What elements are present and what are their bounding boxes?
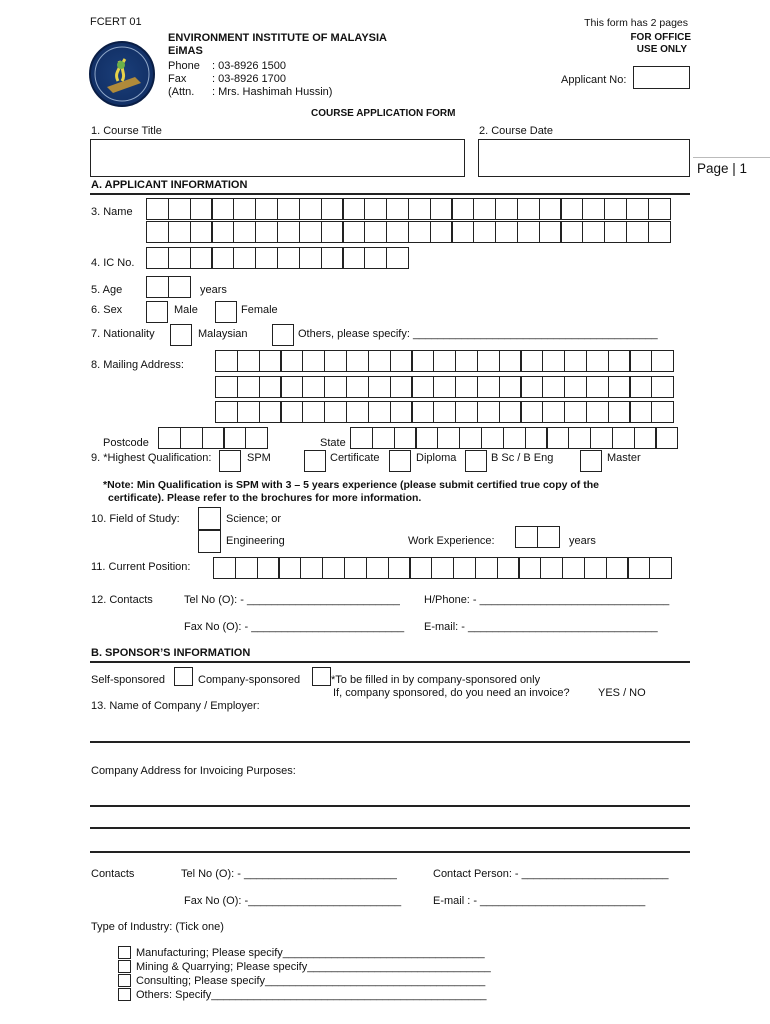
age-label: 5. Age xyxy=(91,284,123,296)
grid-cell[interactable] xyxy=(651,350,674,372)
company-sponsored-label: Company-sponsored xyxy=(198,674,301,686)
applicant-no-box[interactable] xyxy=(633,66,690,89)
mailing-label: 8. Mailing Address: xyxy=(91,359,184,371)
grid-cell[interactable] xyxy=(634,427,657,449)
work-experience-unit: years xyxy=(569,535,596,547)
grid-cell[interactable] xyxy=(215,401,238,423)
master-checkbox[interactable] xyxy=(580,450,602,472)
state-grid[interactable] xyxy=(350,427,677,449)
grid-cell[interactable] xyxy=(259,376,282,398)
qual-certificate: Certificate xyxy=(330,452,380,464)
grid-cell[interactable] xyxy=(499,401,522,423)
grid-cell[interactable] xyxy=(321,198,344,220)
company-tel-field[interactable]: Tel No (O): - _________________________ xyxy=(181,868,397,880)
grid-cell[interactable] xyxy=(408,198,431,220)
grid-cell[interactable] xyxy=(539,198,562,220)
grid-cell[interactable] xyxy=(473,221,496,243)
grid-cell[interactable] xyxy=(604,198,627,220)
industry-mining-checkbox[interactable] xyxy=(118,960,131,973)
grid-cell[interactable] xyxy=(518,557,541,579)
grid-cell[interactable] xyxy=(215,350,238,372)
self-sponsored-checkbox[interactable] xyxy=(174,667,193,686)
certificate-checkbox[interactable] xyxy=(304,450,326,472)
industry-manufacturing-checkbox[interactable] xyxy=(118,946,131,959)
grid-cell[interactable] xyxy=(190,198,213,220)
grid-cell[interactable] xyxy=(324,376,347,398)
applicant-no-label: Applicant No: xyxy=(561,74,627,86)
grid-cell[interactable] xyxy=(299,221,322,243)
grid-cell[interactable] xyxy=(321,221,344,243)
grid-cell[interactable] xyxy=(433,401,456,423)
grid-cell[interactable] xyxy=(255,247,278,269)
address-line-3[interactable] xyxy=(90,851,690,853)
grid-cell[interactable] xyxy=(146,276,169,298)
section-b-heading: B. SPONSOR’S INFORMATION xyxy=(91,647,251,659)
industry-consulting-checkbox[interactable] xyxy=(118,974,131,987)
grid-cell[interactable] xyxy=(386,221,409,243)
grid-cell[interactable] xyxy=(277,247,300,269)
fax-value: : 03-8926 1700 xyxy=(212,73,287,85)
course-title-label: 1. Course Title xyxy=(91,125,162,137)
grid-cell[interactable] xyxy=(146,221,169,243)
attn-value: : Mrs. Hashimah Hussin) xyxy=(212,86,333,98)
grid-cell[interactable] xyxy=(503,427,526,449)
bsc-checkbox[interactable] xyxy=(465,450,487,472)
postcode-grid[interactable] xyxy=(158,427,267,449)
grid-cell[interactable] xyxy=(608,350,631,372)
grid-cell[interactable] xyxy=(629,350,652,372)
note-line2: certificate). Please refer to the brochures for more information. xyxy=(108,492,422,504)
grid-cell[interactable] xyxy=(430,198,453,220)
note-line1: *Note: Min Qualification is SPM with 3 – 5 years experience (please submit certified true copy of the xyxy=(103,479,599,491)
grid-cell[interactable] xyxy=(539,221,562,243)
grid-cell[interactable] xyxy=(560,198,583,220)
page-number: Page | 1 xyxy=(697,161,748,176)
grid-cell[interactable] xyxy=(455,376,478,398)
science-checkbox[interactable] xyxy=(198,507,221,530)
invoice-yes-no[interactable]: YES / NO xyxy=(598,687,646,699)
grid-cell[interactable] xyxy=(388,557,411,579)
diploma-checkbox[interactable] xyxy=(389,450,411,472)
grid-cell[interactable] xyxy=(233,221,256,243)
field-of-study-label: 10. Field of Study: xyxy=(91,513,180,525)
grid-cell[interactable] xyxy=(386,198,409,220)
age-grid[interactable] xyxy=(146,276,190,298)
grid-cell[interactable] xyxy=(364,247,387,269)
industry-label: Type of Industry: (Tick one) xyxy=(91,921,224,933)
qual-spm: SPM xyxy=(247,452,271,464)
qual-diploma: Diploma xyxy=(416,452,457,464)
grid-cell[interactable] xyxy=(146,247,169,269)
work-experience-label: Work Experience: xyxy=(408,535,495,547)
grid-cell[interactable] xyxy=(497,557,520,579)
grid-cell[interactable] xyxy=(568,427,591,449)
course-title-input[interactable] xyxy=(90,139,465,177)
grid-cell[interactable] xyxy=(390,376,413,398)
name-grid-row1[interactable] xyxy=(146,198,670,220)
sponsor-note: *To be filled in by company-sponsored only xyxy=(331,674,541,686)
grid-cell[interactable] xyxy=(233,198,256,220)
tel-field[interactable]: Tel No (O): - _________________________ xyxy=(184,594,400,606)
grid-cell[interactable] xyxy=(499,350,522,372)
grid-cell[interactable] xyxy=(582,221,605,243)
spm-checkbox[interactable] xyxy=(219,450,241,472)
name-label: 3. Name xyxy=(91,206,133,218)
grid-cell[interactable] xyxy=(655,427,678,449)
grid-cell[interactable] xyxy=(564,401,587,423)
grid-cell[interactable] xyxy=(517,221,540,243)
grid-cell[interactable] xyxy=(542,376,565,398)
grid-cell[interactable] xyxy=(235,557,258,579)
current-position-grid[interactable] xyxy=(213,557,671,579)
grid-cell[interactable] xyxy=(495,221,518,243)
male-label: Male xyxy=(174,304,198,316)
grid-cell[interactable] xyxy=(299,247,322,269)
grid-cell[interactable] xyxy=(302,350,325,372)
grid-cell[interactable] xyxy=(364,198,387,220)
grid-cell[interactable] xyxy=(608,401,631,423)
grid-cell[interactable] xyxy=(586,401,609,423)
grid-cell[interactable] xyxy=(322,557,345,579)
industry-consulting: Consulting; Please specify____________________________________ xyxy=(136,975,486,987)
current-position-label: 11. Current Position: xyxy=(91,561,191,573)
form-title: COURSE APPLICATION FORM xyxy=(311,108,456,119)
malaysian-label: Malaysian xyxy=(198,328,248,340)
self-sponsored-label: Self-sponsored xyxy=(91,674,165,686)
grid-cell[interactable] xyxy=(437,427,460,449)
fax-label: Fax xyxy=(168,73,187,85)
ic-grid[interactable] xyxy=(146,247,408,269)
grid-cell[interactable] xyxy=(542,350,565,372)
company-fax-field[interactable]: Fax No (O): -_________________________ xyxy=(184,895,402,907)
sex-label: 6. Sex xyxy=(91,304,123,316)
grid-cell[interactable] xyxy=(515,526,538,548)
grid-cell[interactable] xyxy=(477,350,500,372)
grid-cell[interactable] xyxy=(342,247,365,269)
grid-cell[interactable] xyxy=(459,427,482,449)
grid-cell[interactable] xyxy=(211,198,234,220)
grid-cell[interactable] xyxy=(280,401,303,423)
grid-cell[interactable] xyxy=(211,247,234,269)
grid-cell[interactable] xyxy=(237,401,260,423)
work-experience-grid[interactable] xyxy=(515,526,559,548)
grid-cell[interactable] xyxy=(346,376,369,398)
grid-cell[interactable] xyxy=(280,350,303,372)
female-checkbox[interactable] xyxy=(215,301,237,323)
male-checkbox[interactable] xyxy=(146,301,168,323)
grid-cell[interactable] xyxy=(190,221,213,243)
grid-cell[interactable] xyxy=(582,198,605,220)
logo-emblem-icon xyxy=(91,43,153,105)
grid-cell[interactable] xyxy=(342,198,365,220)
grid-cell[interactable] xyxy=(430,221,453,243)
company-email-field[interactable]: E-mail : - ___________________________ xyxy=(433,895,646,907)
company-sponsored-checkbox[interactable] xyxy=(312,667,331,686)
grid-cell[interactable] xyxy=(346,350,369,372)
company-contacts-label: Contacts xyxy=(91,868,135,880)
grid-cell[interactable] xyxy=(451,221,474,243)
email-field[interactable]: E-mail: - _______________________________ xyxy=(424,621,658,633)
state-label: State xyxy=(320,437,346,449)
qual-master: Master xyxy=(607,452,641,464)
grid-cell[interactable] xyxy=(415,427,438,449)
grid-cell[interactable] xyxy=(431,557,454,579)
malaysian-checkbox[interactable] xyxy=(170,324,192,346)
grid-cell[interactable] xyxy=(215,376,238,398)
grid-cell[interactable] xyxy=(564,350,587,372)
grid-cell[interactable] xyxy=(409,557,432,579)
grid-cell[interactable] xyxy=(473,198,496,220)
grid-cell[interactable] xyxy=(158,427,181,449)
grid-cell[interactable] xyxy=(223,427,246,449)
grid-cell[interactable] xyxy=(560,221,583,243)
grid-cell[interactable] xyxy=(299,198,322,220)
grid-cell[interactable] xyxy=(477,376,500,398)
grid-cell[interactable] xyxy=(648,221,671,243)
address-line-1[interactable] xyxy=(90,805,690,807)
address-grid-row2[interactable] xyxy=(215,376,673,398)
grid-cell[interactable] xyxy=(372,427,395,449)
address-line-2[interactable] xyxy=(90,827,690,829)
grid-cell[interactable] xyxy=(146,198,169,220)
grid-cell[interactable] xyxy=(350,427,373,449)
grid-cell[interactable] xyxy=(324,401,347,423)
grid-cell[interactable] xyxy=(302,401,325,423)
grid-cell[interactable] xyxy=(300,557,323,579)
grid-cell[interactable] xyxy=(481,427,504,449)
grid-cell[interactable] xyxy=(280,376,303,398)
grid-cell[interactable] xyxy=(237,376,260,398)
grid-cell[interactable] xyxy=(499,376,522,398)
grid-cell[interactable] xyxy=(259,350,282,372)
grid-cell[interactable] xyxy=(455,350,478,372)
industry-others-checkbox[interactable] xyxy=(118,988,131,1001)
engineering-label: Engineering xyxy=(226,535,285,547)
contact-person-field[interactable]: Contact Person: - ________________________ xyxy=(433,868,669,880)
form-code: FCERT 01 xyxy=(90,16,142,28)
grid-cell[interactable] xyxy=(180,427,203,449)
grid-cell[interactable] xyxy=(542,401,565,423)
grid-cell[interactable] xyxy=(451,198,474,220)
grid-cell[interactable] xyxy=(411,350,434,372)
ic-label: 4. IC No. xyxy=(91,257,135,269)
grid-cell[interactable] xyxy=(537,526,560,548)
engineering-checkbox[interactable] xyxy=(198,530,221,553)
section-a-rule xyxy=(90,193,690,195)
grid-cell[interactable] xyxy=(277,198,300,220)
company-address-label: Company Address for Invoicing Purposes: xyxy=(91,765,296,777)
grid-cell[interactable] xyxy=(525,427,548,449)
grid-cell[interactable] xyxy=(408,221,431,243)
fax-field[interactable]: Fax No (O): - _________________________ xyxy=(184,621,405,633)
grid-cell[interactable] xyxy=(612,427,635,449)
grid-cell[interactable] xyxy=(168,276,191,298)
age-unit: years xyxy=(200,284,227,296)
grid-cell[interactable] xyxy=(564,376,587,398)
name-grid-row2[interactable] xyxy=(146,221,670,243)
grid-cell[interactable] xyxy=(277,221,300,243)
pages-note: This form has 2 pages xyxy=(584,17,688,29)
grid-cell[interactable] xyxy=(168,198,191,220)
others-nationality-label: Others, please specify: ________________________________________ xyxy=(298,328,658,340)
grid-cell[interactable] xyxy=(584,557,607,579)
grid-cell[interactable] xyxy=(629,376,652,398)
grid-cell[interactable] xyxy=(168,247,191,269)
grid-cell[interactable] xyxy=(651,376,674,398)
grid-cell[interactable] xyxy=(477,401,500,423)
grid-cell[interactable] xyxy=(520,350,543,372)
course-date-input[interactable] xyxy=(478,139,690,177)
grid-cell[interactable] xyxy=(411,401,434,423)
phone-value: : 03-8926 1500 xyxy=(212,60,287,72)
section-a-heading: A. APPLICANT INFORMATION xyxy=(91,179,248,191)
company-name-label: 13. Name of Company / Employer: xyxy=(91,700,260,712)
invoice-question: If, company sponsored, do you need an invoice? xyxy=(333,687,570,699)
grid-cell[interactable] xyxy=(259,401,282,423)
institute-abbr: EiMAS xyxy=(168,45,203,57)
institute-logo xyxy=(89,41,155,107)
grid-cell[interactable] xyxy=(346,401,369,423)
grid-cell[interactable] xyxy=(455,401,478,423)
grid-cell[interactable] xyxy=(245,427,268,449)
grid-cell[interactable] xyxy=(648,198,671,220)
grid-cell[interactable] xyxy=(390,350,413,372)
grid-cell[interactable] xyxy=(278,557,301,579)
grid-cell[interactable] xyxy=(433,376,456,398)
grid-cell[interactable] xyxy=(520,401,543,423)
grid-cell[interactable] xyxy=(302,376,325,398)
grid-cell[interactable] xyxy=(651,401,674,423)
grid-cell[interactable] xyxy=(475,557,498,579)
office-use-line1: FOR OFFICE xyxy=(630,32,691,43)
postcode-label: Postcode xyxy=(103,437,149,449)
grid-cell[interactable] xyxy=(604,221,627,243)
qualification-label: 9. *Highest Qualification: xyxy=(91,452,212,464)
address-grid-row3[interactable] xyxy=(215,401,673,423)
grid-cell[interactable] xyxy=(495,198,518,220)
grid-cell[interactable] xyxy=(540,557,563,579)
grid-cell[interactable] xyxy=(255,198,278,220)
grid-cell[interactable] xyxy=(453,557,476,579)
grid-cell[interactable] xyxy=(606,557,629,579)
phone-label: Phone xyxy=(168,60,200,72)
industry-mining: Mining & Quarrying; Please specify______________________________ xyxy=(136,961,491,973)
grid-cell[interactable] xyxy=(321,247,344,269)
grid-cell[interactable] xyxy=(590,427,613,449)
grid-cell[interactable] xyxy=(390,401,413,423)
grid-cell[interactable] xyxy=(562,557,585,579)
address-grid-row1[interactable] xyxy=(215,350,673,372)
grid-cell[interactable] xyxy=(586,350,609,372)
grid-cell[interactable] xyxy=(190,247,213,269)
company-name-line[interactable] xyxy=(90,741,690,743)
grid-cell[interactable] xyxy=(433,350,456,372)
grid-cell[interactable] xyxy=(202,427,225,449)
grid-cell[interactable] xyxy=(394,427,417,449)
grid-cell[interactable] xyxy=(368,401,391,423)
grid-cell[interactable] xyxy=(586,376,609,398)
grid-cell[interactable] xyxy=(649,557,672,579)
grid-cell[interactable] xyxy=(517,198,540,220)
others-nationality-checkbox[interactable] xyxy=(272,324,294,346)
grid-cell[interactable] xyxy=(213,557,236,579)
section-b-rule xyxy=(90,661,690,663)
grid-cell[interactable] xyxy=(324,350,347,372)
grid-cell[interactable] xyxy=(520,376,543,398)
qual-bsc: B Sc / B Eng xyxy=(491,452,554,464)
grid-cell[interactable] xyxy=(629,401,652,423)
female-label: Female xyxy=(241,304,278,316)
contacts-label: 12. Contacts xyxy=(91,594,153,606)
grid-cell[interactable] xyxy=(237,350,260,372)
industry-others: Others: Specify_____________________________________________ xyxy=(136,989,487,1001)
grid-cell[interactable] xyxy=(368,350,391,372)
grid-cell[interactable] xyxy=(364,221,387,243)
course-date-label: 2. Course Date xyxy=(479,125,553,137)
page-divider xyxy=(693,157,770,158)
attn-label: (Attn. xyxy=(168,86,195,98)
grid-cell[interactable] xyxy=(626,221,649,243)
grid-cell[interactable] xyxy=(344,557,367,579)
grid-cell[interactable] xyxy=(546,427,569,449)
grid-cell[interactable] xyxy=(368,376,391,398)
grid-cell[interactable] xyxy=(233,247,256,269)
office-use-line2: USE ONLY xyxy=(636,44,687,55)
grid-cell[interactable] xyxy=(626,198,649,220)
industry-manufacturing: Manufacturing; Please specify_________________________________ xyxy=(136,947,485,959)
grid-cell[interactable] xyxy=(627,557,650,579)
grid-cell[interactable] xyxy=(257,557,280,579)
grid-cell[interactable] xyxy=(168,221,191,243)
grid-cell[interactable] xyxy=(211,221,234,243)
institute-name: ENVIRONMENT INSTITUTE OF MALAYSIA xyxy=(168,32,387,44)
grid-cell[interactable] xyxy=(255,221,278,243)
grid-cell[interactable] xyxy=(342,221,365,243)
hphone-field[interactable]: H/Phone: - _______________________________ xyxy=(424,594,670,606)
grid-cell[interactable] xyxy=(366,557,389,579)
grid-cell[interactable] xyxy=(608,376,631,398)
grid-cell[interactable] xyxy=(411,376,434,398)
nationality-label: 7. Nationality xyxy=(91,328,155,340)
science-label: Science; or xyxy=(226,513,282,525)
grid-cell[interactable] xyxy=(386,247,409,269)
